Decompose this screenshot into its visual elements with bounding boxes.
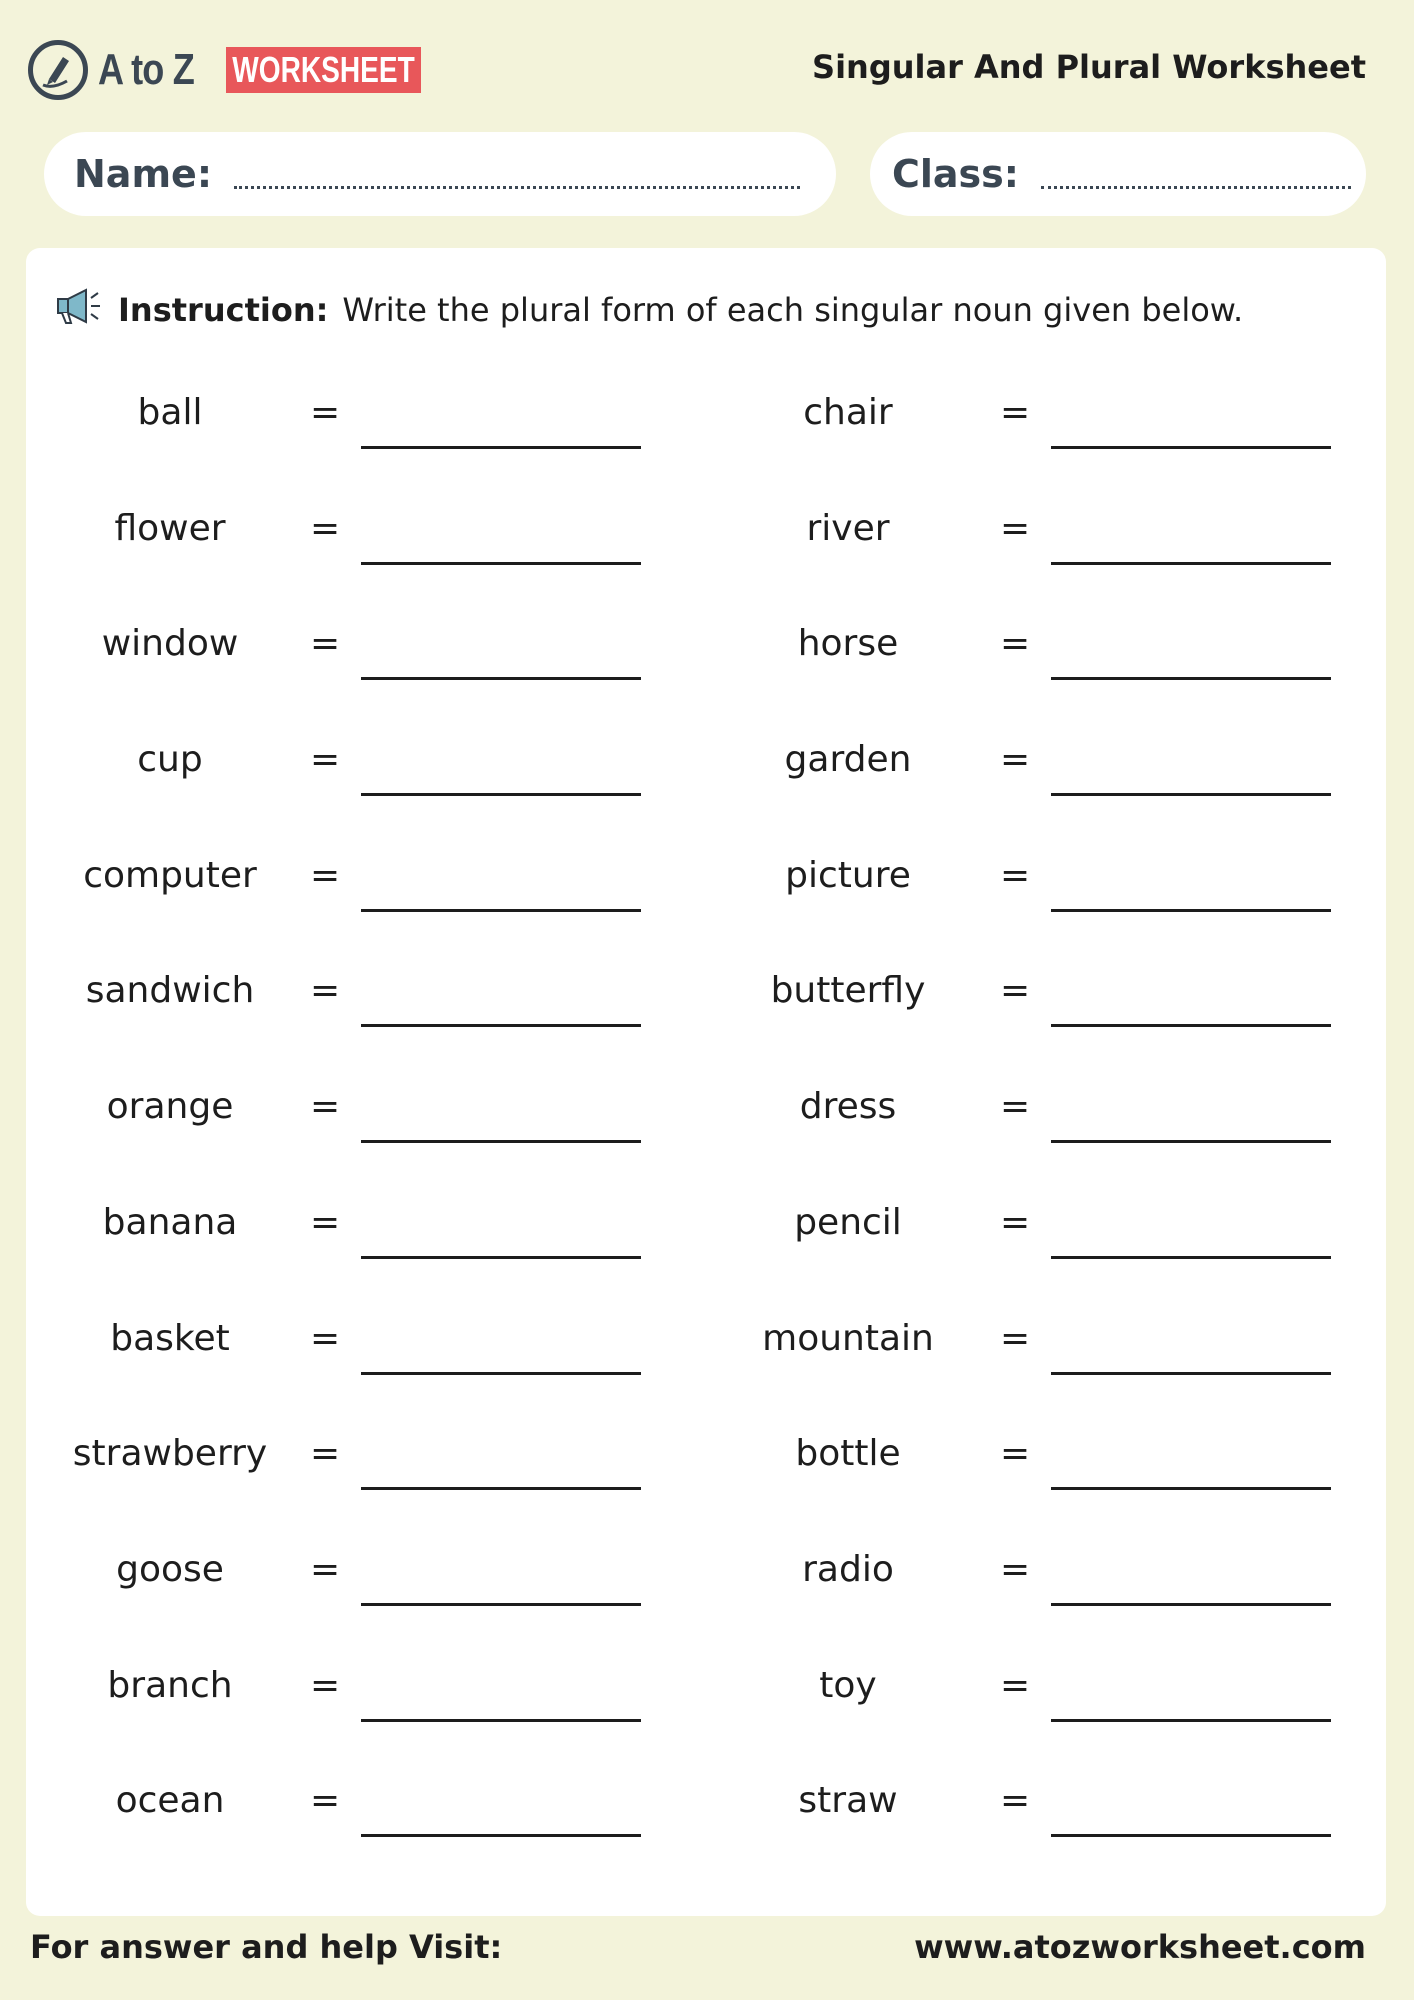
word-row <box>26 1174 1386 1290</box>
equals-sign: = <box>310 392 341 433</box>
equals-sign: = <box>310 1086 341 1128</box>
equals-sign: = <box>1000 1664 1031 1706</box>
answer-blank[interactable] <box>1051 1719 1331 1722</box>
singular-word: basket <box>110 1317 230 1359</box>
word-row <box>26 1290 1386 1406</box>
singular-word: mountain <box>762 1317 934 1359</box>
answer-blank[interactable] <box>1051 677 1331 680</box>
equals-sign: = <box>1000 1201 1031 1243</box>
answer-blank[interactable] <box>361 1256 641 1259</box>
equals-sign: = <box>1000 1433 1031 1475</box>
singular-word: butterfly <box>770 970 926 1012</box>
instruction <box>54 286 1243 334</box>
singular-word: ball <box>137 392 203 433</box>
singular-word: strawberry <box>72 1433 268 1475</box>
singular-word: bottle <box>795 1433 901 1475</box>
footer-website-link[interactable]: www.atozworksheet.com <box>914 1928 1366 1966</box>
equals-sign: = <box>310 1780 341 1822</box>
singular-word: flower <box>114 507 226 549</box>
answer-blank[interactable] <box>361 1372 641 1375</box>
answer-blank[interactable] <box>361 793 641 796</box>
answer-blank[interactable] <box>1051 1372 1331 1375</box>
singular-word: river <box>806 507 890 549</box>
worksheet-title: Singular And Plural Worksheet <box>812 48 1366 86</box>
equals-sign: = <box>310 623 341 665</box>
answer-blank[interactable] <box>1051 1603 1331 1606</box>
word-row <box>26 364 1386 480</box>
singular-word: dress <box>799 1086 897 1128</box>
name-field-box <box>44 132 836 216</box>
answer-blank[interactable] <box>1051 446 1331 449</box>
class-field-box <box>870 132 1366 216</box>
equals-sign: = <box>310 507 341 549</box>
answer-blank[interactable] <box>361 677 641 680</box>
equals-sign: = <box>1000 854 1031 896</box>
instruction-label: Instruction: <box>118 291 329 329</box>
word-rows <box>26 364 1386 1868</box>
equals-sign: = <box>310 1548 341 1590</box>
equals-sign: = <box>310 1433 341 1475</box>
word-row <box>26 711 1386 827</box>
megaphone-icon <box>54 286 106 334</box>
singular-word: horse <box>797 623 899 665</box>
word-row <box>26 1521 1386 1637</box>
word-row <box>26 1752 1386 1868</box>
answer-blank[interactable] <box>361 1487 641 1490</box>
answer-blank[interactable] <box>361 1140 641 1143</box>
equals-sign: = <box>1000 1548 1031 1590</box>
singular-word: computer <box>83 854 257 896</box>
equals-sign: = <box>310 1317 341 1359</box>
singular-word: sandwich <box>85 970 255 1012</box>
equals-sign: = <box>310 739 341 781</box>
singular-word: radio <box>802 1548 894 1590</box>
word-row <box>26 595 1386 711</box>
logo-pen-icon <box>28 40 88 100</box>
equals-sign: = <box>310 854 341 896</box>
answer-blank[interactable] <box>1051 793 1331 796</box>
answer-blank[interactable] <box>1051 1834 1331 1837</box>
answer-blank[interactable] <box>1051 1487 1331 1490</box>
singular-word: goose <box>116 1548 224 1590</box>
singular-word: branch <box>107 1664 233 1706</box>
answer-blank[interactable] <box>361 1603 641 1606</box>
singular-word: garden <box>784 739 912 781</box>
equals-sign: = <box>1000 392 1031 433</box>
answer-blank[interactable] <box>1051 562 1331 565</box>
singular-word: orange <box>106 1086 234 1128</box>
equals-sign: = <box>1000 1086 1031 1128</box>
equals-sign: = <box>1000 1317 1031 1359</box>
class-label: Class: <box>892 152 1019 196</box>
equals-sign: = <box>1000 1780 1031 1822</box>
word-row <box>26 480 1386 596</box>
singular-word: banana <box>102 1201 238 1243</box>
word-row <box>26 827 1386 943</box>
singular-word: toy <box>819 1664 877 1706</box>
answer-blank[interactable] <box>361 909 641 912</box>
logo <box>28 38 415 102</box>
equals-sign: = <box>1000 623 1031 665</box>
singular-word: chair <box>803 392 893 433</box>
logo-badge: WORKSHEET <box>226 47 421 93</box>
name-input-line[interactable] <box>234 186 800 189</box>
word-row <box>26 1637 1386 1753</box>
answer-blank[interactable] <box>361 1719 641 1722</box>
logo-text: A to Z <box>98 45 194 94</box>
instruction-text: Write the plural form of each singular noun given below. <box>342 291 1244 329</box>
equals-sign: = <box>310 1664 341 1706</box>
answer-blank[interactable] <box>1051 1140 1331 1143</box>
answer-blank[interactable] <box>361 1024 641 1027</box>
singular-word: window <box>101 623 239 665</box>
exercise-card <box>26 248 1386 1916</box>
equals-sign: = <box>310 970 341 1012</box>
singular-word: straw <box>798 1780 898 1822</box>
word-row <box>26 1058 1386 1174</box>
answer-blank[interactable] <box>361 1834 641 1837</box>
word-row <box>26 942 1386 1058</box>
answer-blank[interactable] <box>1051 909 1331 912</box>
answer-blank[interactable] <box>1051 1256 1331 1259</box>
answer-blank[interactable] <box>361 562 641 565</box>
equals-sign: = <box>1000 507 1031 549</box>
answer-blank[interactable] <box>361 446 641 449</box>
singular-word: ocean <box>115 1780 225 1822</box>
class-input-line[interactable] <box>1041 186 1351 189</box>
equals-sign: = <box>1000 970 1031 1012</box>
footer-help-text: For answer and help Visit: <box>30 1928 503 1966</box>
equals-sign: = <box>310 1201 341 1243</box>
equals-sign: = <box>1000 739 1031 781</box>
word-row <box>26 1405 1386 1521</box>
name-label: Name: <box>74 152 213 196</box>
answer-blank[interactable] <box>1051 1024 1331 1027</box>
singular-word: pencil <box>794 1201 902 1243</box>
singular-word: cup <box>137 739 203 781</box>
singular-word: picture <box>785 854 911 896</box>
